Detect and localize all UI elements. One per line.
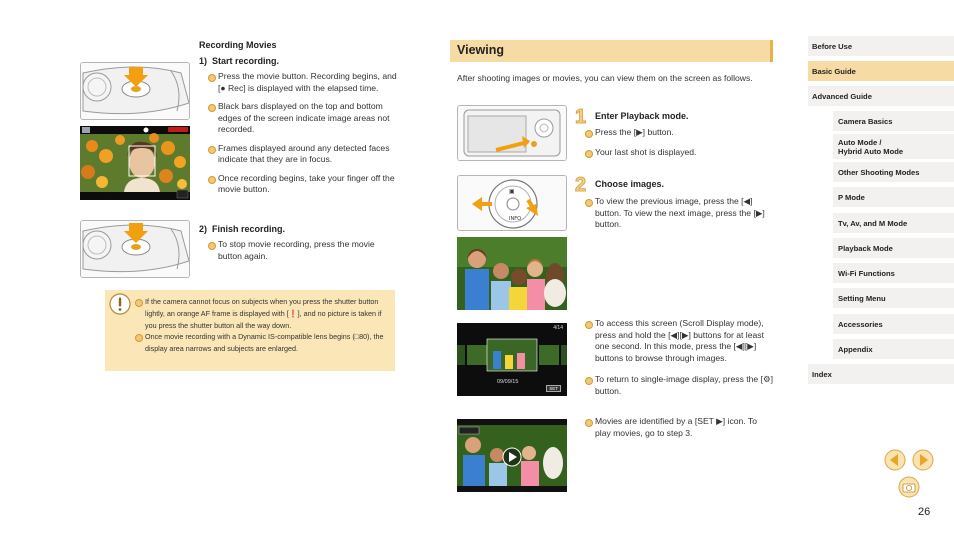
note-box — [105, 290, 395, 371]
recording-screen-image — [80, 126, 190, 200]
arrow-left-icon — [884, 449, 906, 471]
home-button[interactable] — [898, 476, 920, 498]
viewing-step1-bullet: Press the [▶] button. — [585, 127, 770, 139]
nav-auto-mode[interactable]: Auto Mode / Hybrid Auto Mode — [833, 134, 954, 159]
nav-other-shooting-modes[interactable]: Other Shooting Modes — [833, 162, 954, 182]
nav-advanced-guide[interactable]: Advanced Guide — [808, 86, 954, 106]
step1-bullet: Black bars displayed on the top and bottom edges of the screen indicate image areas not recorded. — [208, 101, 398, 136]
viewing-bullets-c — [585, 416, 775, 446]
step1-number: 1 — [575, 106, 587, 128]
arrow-right-icon — [912, 449, 934, 471]
viewing-step2-bullet: To view the previous image, press the [◀] button. To view the next image, press the [▶] button. — [585, 196, 775, 231]
viewing-heading-band — [450, 40, 773, 62]
nav-accessories[interactable]: Accessories — [833, 314, 954, 334]
svg-text:▣: ▣ — [509, 188, 515, 195]
page-number: 26 — [918, 506, 931, 518]
viewing-bullet-c: Movies are identified by a [SET ▶] icon. To play movies, go to step 3. — [585, 416, 775, 439]
scroll-thumbnails — [457, 337, 567, 373]
camera-top-illustration — [80, 62, 190, 120]
nav-appendix[interactable]: Appendix — [833, 339, 954, 359]
nav-tv-av-m-mode[interactable]: Tv, Av, and M Mode — [833, 213, 954, 233]
viewing-bullet-b: To access this screen (Scroll Display mode), press and hold the [◀][▶] buttons for at least one second. In this mode, press the [◀][▶] buttons to browse through images. — [585, 318, 775, 364]
viewing-intro: After shooting images or movies, you can view them on the screen as follows. — [457, 73, 753, 83]
previous-page-button[interactable] — [884, 449, 906, 471]
nav-before-use[interactable]: Before Use — [808, 36, 954, 56]
step2-title: 2) Finish recording. — [199, 224, 286, 234]
step2-number: 2 — [575, 174, 587, 196]
step1-bullet: Once recording begins, take your finger off the movie button. — [208, 173, 398, 196]
next-page-button[interactable] — [912, 449, 934, 471]
nav-playback-mode[interactable]: Playback Mode — [833, 238, 954, 258]
nav-camera-basics[interactable]: Camera Basics — [833, 111, 954, 131]
step2-bullet: To stop movie recording, press the movie button again. — [208, 239, 398, 262]
step2-bullet-list — [208, 239, 398, 269]
note-bullet: If the camera cannot focus on subjects when you press the shutter button lightly, an orange AF frame is displayed with [❗], and no picture is taken if you press the shutter button all the way down. — [135, 296, 387, 331]
nav-p-mode[interactable]: P Mode — [833, 187, 954, 207]
nav-basic-guide[interactable]: Basic Guide — [808, 61, 954, 81]
viewing-bullets-b — [585, 318, 775, 404]
viewing-step1-bullets — [585, 127, 770, 165]
step1-bullet: Frames displayed around any detected faces indicate that they are in focus. — [208, 143, 398, 166]
step1-bullet: Press the movie button. Recording begins, and [● Rec] is displayed with the elapsed time. — [208, 71, 398, 94]
step1-title: 1) Start recording. — [199, 56, 280, 66]
svg-text:INFO: INFO — [509, 216, 522, 222]
camera-top-illustration-2 — [80, 220, 190, 278]
section-title-recording-movies: Recording Movies — [199, 40, 277, 50]
scroll-counter: 4/14 — [553, 325, 563, 331]
nav-setting-menu[interactable]: Setting Menu — [833, 288, 954, 308]
family-photo — [457, 237, 567, 310]
nav-index[interactable]: Index — [808, 364, 954, 384]
nav-wifi-functions[interactable]: Wi-Fi Functions — [833, 263, 954, 283]
note-bullet: Once movie recording with a Dynamic IS-compatible lens begins (□80), the display area narrows and subjects are enlarged. — [135, 331, 387, 355]
page-title: Viewing — [457, 43, 505, 57]
viewing-step1-bullet: Your last shot is displayed. — [585, 147, 770, 159]
step2-title-viewing: Choose images. — [595, 179, 665, 189]
scroll-display-screen — [457, 323, 567, 396]
camera-back-illustration — [457, 105, 567, 161]
note-bullet-list — [135, 296, 387, 355]
control-dial-illustration — [457, 175, 567, 231]
viewing-step2-bullets — [585, 196, 775, 238]
movie-playback-screen — [457, 419, 567, 492]
home-icon — [898, 476, 920, 498]
warning-icon — [109, 293, 131, 315]
scroll-date: 09/09/15 — [497, 379, 519, 385]
step1-bullet-list — [208, 71, 398, 203]
step1-title-viewing: Enter Playback mode. — [595, 111, 689, 121]
set-badge: SET — [546, 385, 561, 392]
viewing-bullet-b: To return to single-image display, press the [⚙] button. — [585, 374, 775, 397]
